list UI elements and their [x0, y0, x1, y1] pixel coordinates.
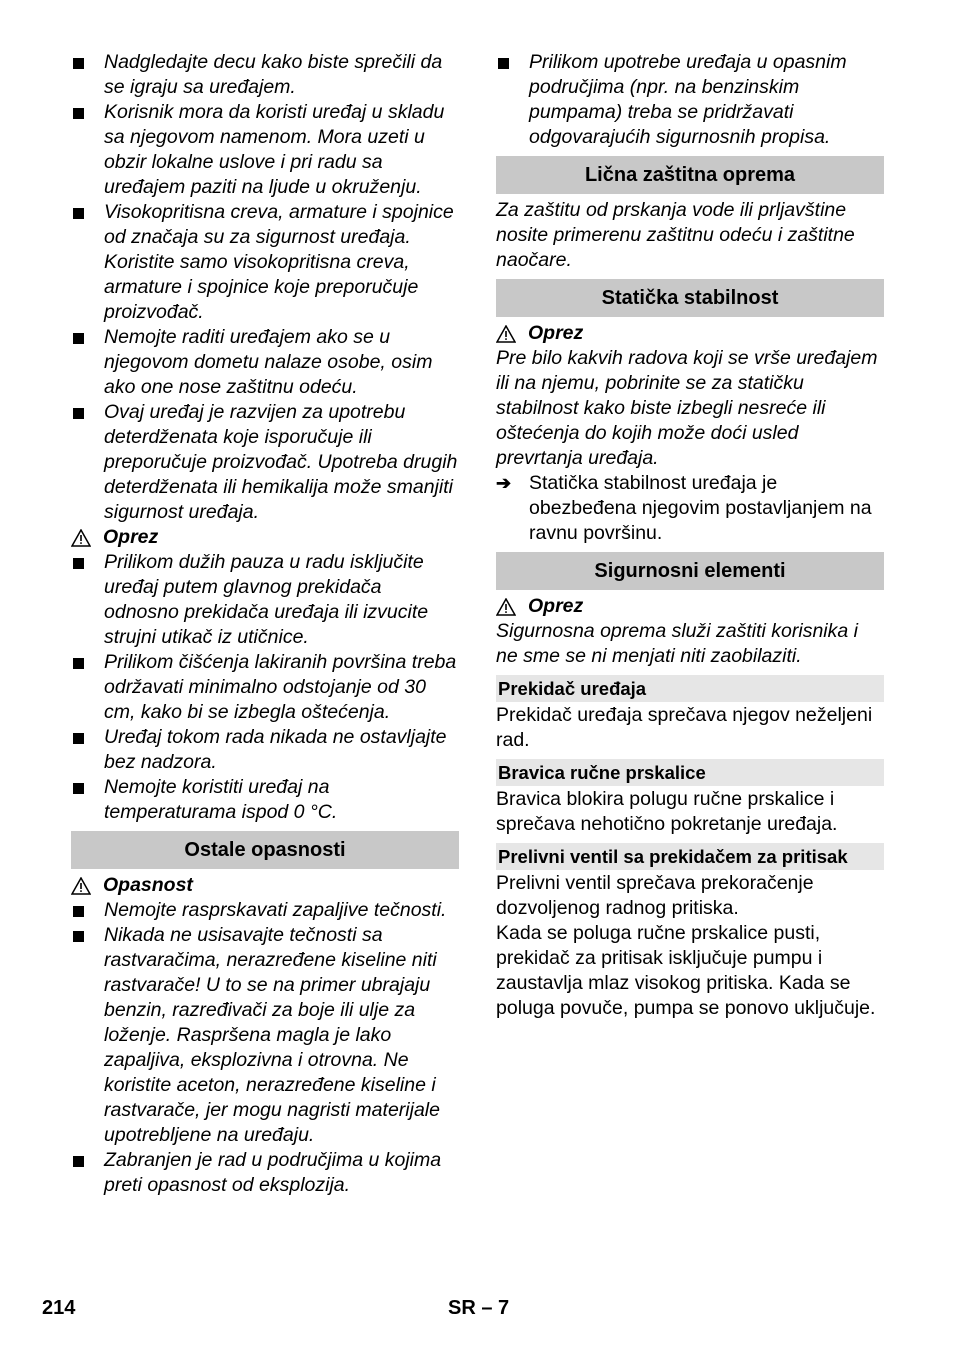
right-arrow-icon: ➔: [496, 473, 512, 493]
list-item: Zabranjen je rad u područjima u kojima preti opasnost od eksplozija.: [71, 1148, 459, 1198]
warning-heading: Oprez: [496, 594, 884, 619]
square-bullet-icon: [73, 931, 84, 942]
warning-heading: Oprez: [496, 321, 884, 346]
square-bullet-icon: [73, 208, 84, 219]
square-bullet-icon: [73, 783, 84, 794]
square-bullet-icon: [73, 658, 84, 669]
section-heading-safety: Sigurnosni elementi: [496, 552, 884, 590]
list-item: Nemojte rasprskavati zapaljive tečnosti.: [71, 898, 459, 923]
warning-triangle-icon: [71, 877, 91, 895]
list-item: Prilikom upotrebe uređaja u opasnim područjima (npr. na benzinskim pumpama) treba se pridržavati odgovarajućih sigurnosnih propisa.: [496, 50, 884, 150]
warning-triangle-icon: [496, 325, 516, 343]
valve-text-2: Kada se poluga ručne prskalice pusti, prekidač za pritisak isključuje pumpu i zaustavlja mlaz visokog pritiska. Kada se poluga povuče, pumpa se ponovo uključuje.: [496, 922, 876, 1019]
ppe-text: Za zaštitu od prskanja vode ili prljavštine nosite primerenu zaštitnu odeću i zaštitne naočare.: [496, 199, 855, 271]
square-bullet-icon: [73, 108, 84, 119]
page-number: 214: [42, 1297, 76, 1319]
list-item: ➔ Statička stabilnost uređaja je obezbeđena njegovim postavljanjem na ravnu površinu.: [496, 472, 872, 544]
warning-triangle-icon: [496, 598, 516, 616]
square-bullet-icon: [73, 408, 84, 419]
subheading-device-switch: Prekidač uređaja: [496, 675, 884, 702]
list-item: Nikada ne usisavajte tečnosti sa rastvaračima, nerazređene kiseline niti rastvarače! U to se na primer ubrajaju benzin, razređivači za boje ili ulje za loženje. Raspršena magla je lako zapaljiva, eksplozivna i otrovna. Ne koristite aceton, nerazređene kiseline i rastvarače, jer mogu nagristi materijale upotrebljene na uređaju.: [71, 923, 459, 1148]
list-item: Prilikom dužih pauza u radu isključite uređaj putem glavnog prekidača odnosno prekidača uređaja ili izvucite strujni utikač iz utičnice.: [71, 550, 459, 650]
list-item: Nemojte raditi uređajem ako se u njegovom dometu nalaze osobe, osim ako one nose zaštitnu odeću.: [71, 325, 459, 400]
square-bullet-icon: [73, 558, 84, 569]
right-column: [496, 50, 884, 1021]
list-item: Ovaj uređaj je razvijen za upotrebu deterdženata koje isporučuje ili preporučuje proizvođač. Upotreba drugih deterdženata ili hemikalija može smanjiti sigurnost uređaja.: [71, 400, 459, 525]
warning-triangle-icon: [71, 529, 91, 547]
square-bullet-icon: [73, 1156, 84, 1167]
list-item: Visokopritisna creva, armature i spojnice od značaja su za sigurnost uređaja. Koristite samo visokopritisna creva, armature i spojnice koje preporučuje proizvođač.: [71, 200, 459, 325]
list-item: Nadgledajte decu kako biste sprečili da se igraju sa uređajem.: [71, 50, 459, 100]
switch-text: Prekidač uređaja sprečava njegov neželjeni rad.: [496, 704, 873, 751]
safety-text: Sigurnosna oprema služi zaštiti korisnika i ne sme se ni menjati niti zaobilaziti.: [496, 620, 858, 667]
list-item: Uređaj tokom rada nikada ne ostavljajte bez nadzora.: [71, 725, 459, 775]
valve-text-1: Prelivni ventil sprečava prekoračenje dozvoljenog radnog pritiska.: [496, 872, 814, 919]
warning-heading: Oprez: [71, 525, 459, 550]
section-heading-other-dangers: Ostale opasnosti: [71, 831, 459, 869]
list-item: Nemojte koristiti uređaj na temperaturama ispod 0 °C.: [71, 775, 459, 825]
subheading-overflow-valve: Prelivni ventil sa prekidačem za pritisak: [496, 843, 884, 870]
square-bullet-icon: [73, 58, 84, 69]
stability-text: Pre bilo kakvih radova koji se vrše uređajem ili na njemu, pobrinite se za statičku stabilnost kako biste izbegli nesreće ili oštećenja do kojih može doći usled prevrtanja uređaja.: [496, 347, 878, 469]
danger-heading: Opasnost: [71, 873, 459, 898]
lock-text: Bravica blokira polugu ručne prskalice i sprečava nehotično pokretanje uređaja.: [496, 788, 838, 835]
subheading-trigger-lock: Bravica ručne prskalice: [496, 759, 884, 786]
square-bullet-icon: [73, 906, 84, 917]
list-item: Prilikom čišćenja lakiranih površina treba održavati minimalno odstojanje od 30 cm, kako bi se izbegla oštećenja.: [71, 650, 459, 725]
section-indicator: SR – 7: [448, 1297, 510, 1319]
section-heading-stability: Statička stabilnost: [496, 279, 884, 317]
square-bullet-icon: [73, 733, 84, 744]
square-bullet-icon: [498, 58, 509, 69]
list-item: Korisnik mora da koristi uređaj u skladu sa njegovom namenom. Mora uzeti u obzir lokalne uslove i pri radu sa uređajem paziti na ljude u okruženju.: [71, 100, 459, 200]
square-bullet-icon: [73, 333, 84, 344]
section-heading-ppe: Lična zaštitna oprema: [496, 156, 884, 194]
left-column: [71, 50, 459, 1198]
